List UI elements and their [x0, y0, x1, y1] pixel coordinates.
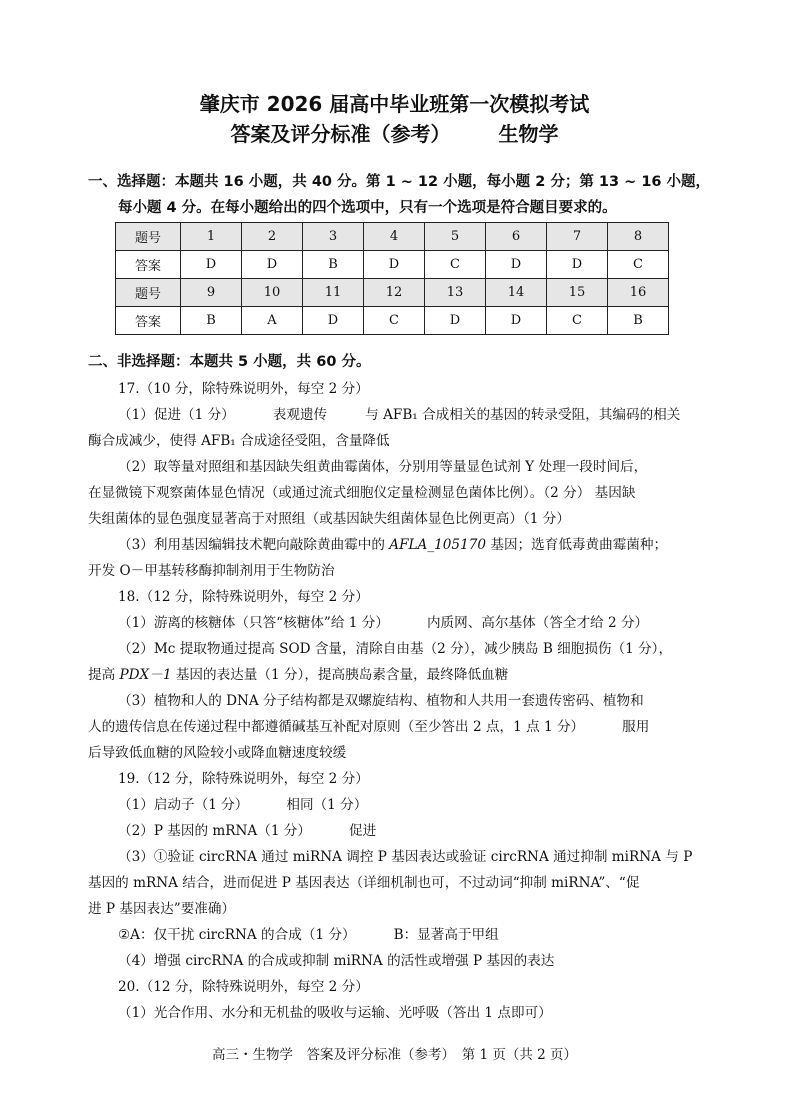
section1-heading-line2: 每小题 4 分。在每小题给出的四个选项中，只有一个选项是符合题目要求的。 — [118, 200, 617, 216]
q20-heading: 20.（12 分，除特殊说明外，每空 2 分） — [118, 979, 369, 995]
table-cell: C — [608, 251, 669, 279]
table-cell: A — [242, 307, 303, 335]
table-row — [116, 307, 669, 335]
table-cell: 5 — [425, 223, 486, 251]
q17-part2-line1: （2）取等量对照组和基因缺失组黄曲霉菌体，分别用等量显色试剂 Y 处理一段时间后， — [118, 459, 648, 475]
q17-part2-line2: 在显微镜下观察菌体显色情况（或通过流式细胞仪定量检测显色菌体比例）。（2 分） 基因缺 — [88, 485, 636, 501]
table-cell: 9 — [181, 279, 242, 307]
table-cell: D — [181, 251, 242, 279]
table-cell: D — [486, 251, 547, 279]
answer-text: 与 AFB₁ 合成相关的基因的转录受阻，其编码的相关 — [365, 407, 681, 423]
section2-heading: 二、非选择题：本题共 5 小题，共 60 分。 — [88, 354, 371, 370]
answer-text: （1）促进（1 分） — [118, 407, 235, 423]
table-cell: 15 — [547, 279, 608, 307]
section1-heading-line1: 一、选择题：本题共 16 小题，共 40 分。第 1 ~ 12 小题，每小题 2 分；第 13 ~ 16 小题， — [88, 174, 711, 190]
subject-name: 生物学 — [498, 122, 559, 146]
answer-text: 服用 — [622, 719, 650, 735]
table-cell: 11 — [303, 279, 364, 307]
table-row — [116, 223, 669, 251]
gene-name: AFLA_105170 — [389, 537, 487, 553]
q18-heading: 18.（12 分，除特殊说明外，每空 2 分） — [118, 589, 369, 605]
table-cell: 答案 — [116, 307, 181, 335]
q17-part2-line3: 失组菌体的显色强度显著高于对照组（或基因缺失组菌体显色比例更高）（1 分） — [88, 511, 570, 527]
answer-text: 表观遗传 — [272, 407, 328, 423]
table-cell: D — [486, 307, 547, 335]
q17-heading: 17.（10 分，除特殊说明外，每空 2 分） — [118, 381, 369, 397]
answer-table — [115, 222, 669, 335]
page-footer: 高三・生物学 答案及评分标准（参考） 第 1 页（共 2 页） — [211, 1047, 578, 1063]
q19-part3-line3: 进 P 基因表达”要准确） — [88, 901, 236, 917]
answer-text: 提高 — [88, 667, 120, 683]
answer-text: （3）利用基因编辑技术靶向敲除黄曲霉中的 — [118, 537, 390, 553]
q18-part3-line2 — [88, 715, 649, 735]
q17-part1-line1 — [118, 403, 680, 423]
table-cell: 题号 — [116, 279, 181, 307]
table-cell: C — [364, 307, 425, 335]
table-cell: 10 — [242, 279, 303, 307]
table-cell: 13 — [425, 279, 486, 307]
table-cell: 2 — [242, 223, 303, 251]
table-cell: D — [364, 251, 425, 279]
table-cell: D — [547, 251, 608, 279]
table-cell: B — [608, 307, 669, 335]
table-cell: 12 — [364, 279, 425, 307]
q18-part2-line1: （2）Mc 提取物通过提高 SOD 含量，清除自由基（2 分），减少胰岛 B 细胞损伤（1 分）， — [118, 641, 673, 657]
q19-part3-line4 — [118, 923, 499, 943]
table-cell: 14 — [486, 279, 547, 307]
table-cell: 答案 — [116, 251, 181, 279]
table-cell: C — [547, 307, 608, 335]
exam-subtitle — [0, 118, 789, 147]
q18-part1 — [118, 611, 648, 631]
table-cell: 16 — [608, 279, 669, 307]
table-cell: 3 — [303, 223, 364, 251]
table-cell: D — [425, 307, 486, 335]
q18-part3-line1: （3）植物和人的 DNA 分子结构都是双螺旋结构、植物和人共用一套遗传密码、植物和 — [118, 693, 644, 709]
q17-part3-line1 — [118, 533, 667, 553]
q19-part2 — [118, 819, 376, 839]
table-cell: B — [181, 307, 242, 335]
table-cell: C — [425, 251, 486, 279]
q19-part3-line2: 基因的 mRNA 结合，进而促进 P 基因表达（详细机制也可，不过动词“抑制 miRNA”、“促 — [88, 875, 640, 891]
table-cell: D — [242, 251, 303, 279]
answer-text: （1）游离的核糖体（只答“核糖体”给 1 分） — [118, 615, 389, 631]
answer-text: ②A：仅干扰 circRNA 的合成（1 分） — [118, 927, 356, 943]
table-cell: B — [303, 251, 364, 279]
answer-text: 人的遗传信息在传递过程中都遵循碱基互补配对原则（至少答出 2 点，1 点 1 分） — [88, 719, 585, 735]
table-cell: 1 — [181, 223, 242, 251]
answer-text: 相同（1 分） — [286, 797, 368, 813]
answer-text: 促进 — [349, 823, 377, 839]
answer-text: 基因；选育低毒黄曲霉菌种； — [486, 537, 668, 553]
answer-text: 内质网、高尔基体（答全才给 2 分） — [426, 615, 649, 631]
table-cell: 4 — [364, 223, 425, 251]
q19-heading: 19.（12 分，除特殊说明外，每空 2 分） — [118, 771, 369, 787]
table-cell: 6 — [486, 223, 547, 251]
gene-name: PDX－1 — [119, 667, 172, 683]
table-row — [116, 279, 669, 307]
table-cell: 题号 — [116, 223, 181, 251]
answer-text: 基因的表达量（1 分），提高胰岛素含量，最终降低血糖 — [171, 667, 509, 683]
q19-part1 — [118, 793, 367, 813]
q19-part3-line1: （3）①验证 circRNA 通过 miRNA 调控 P 基因表达或验证 circRNA 通过抑制 miRNA 与 P — [118, 849, 693, 865]
table-cell: 8 — [608, 223, 669, 251]
table-cell: 7 — [547, 223, 608, 251]
q17-part1-line2: 酶合成减少，使得 AFB₁ 合成途径受阻，含量降低 — [88, 433, 390, 449]
answer-text: （1）启动子（1 分） — [118, 797, 249, 813]
q19-part4: （4）增强 circRNA 的合成或抑制 miRNA 的活性或增强 P 基因的表达 — [118, 953, 555, 969]
table-row — [116, 251, 669, 279]
q18-part2-line2 — [88, 663, 508, 683]
q17-part3-line2: 开发 O－甲基转移酶抑制剂用于生物防治 — [88, 563, 335, 579]
q20-part1: （1）光合作用、水分和无机盐的吸收与运输、光呼吸（答出 1 点即可） — [118, 1005, 552, 1021]
subtitle-text: 答案及评分标准（参考） — [230, 122, 451, 146]
exam-title: 肇庆市 2026 届高中毕业班第一次模拟考试 — [199, 92, 590, 116]
table-cell: D — [303, 307, 364, 335]
answer-text: B：显著高于甲组 — [393, 927, 499, 943]
answer-text: （2）P 基因的 mRNA（1 分） — [118, 823, 311, 839]
q18-part3-line3: 后导致低血糖的风险较小或降血糖速度较缓 — [88, 745, 347, 761]
